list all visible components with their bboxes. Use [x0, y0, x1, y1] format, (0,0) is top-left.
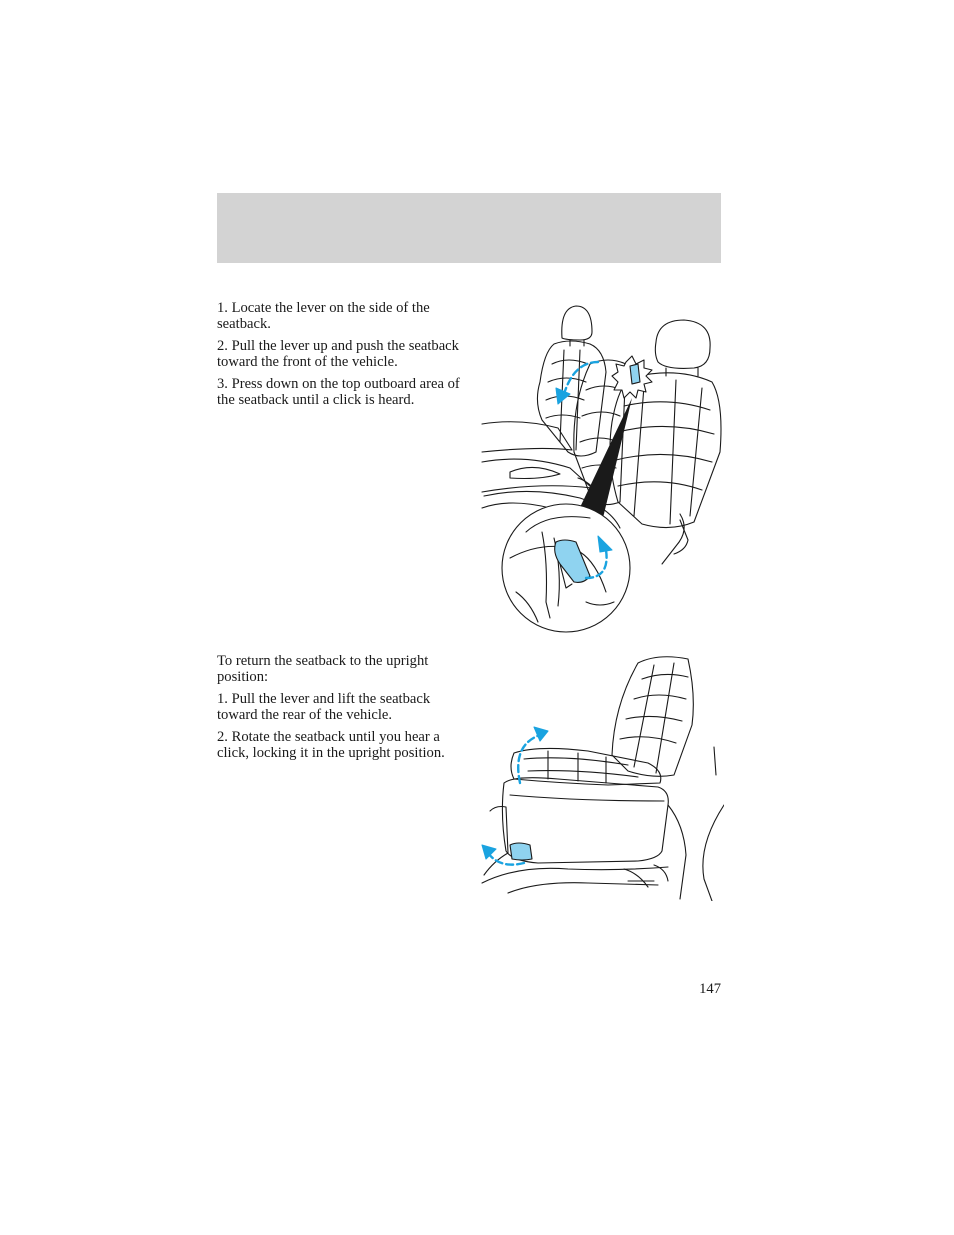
- fold-down-instructions: [217, 300, 469, 414]
- far-seatback: [537, 341, 606, 456]
- lever-rotate-arrowhead: [482, 845, 496, 859]
- release-lever: [510, 843, 532, 860]
- section-header-band: [217, 193, 721, 263]
- page-number: 147: [699, 981, 721, 997]
- step-rotate-click: 2. Rotate the seatback until you hear a click, locking it in the upright position.: [217, 729, 445, 761]
- fold-forward-arrowhead: [556, 388, 570, 404]
- return-intro: To return the seatback to the upright position:: [217, 653, 429, 685]
- seat-fold-illustration: [480, 302, 724, 638]
- seat-latch-lever: [630, 364, 640, 384]
- step-locate-lever: 1. Locate the lever on the side of the seatback.: [217, 300, 430, 332]
- folded-seatback: [511, 748, 661, 785]
- step-press-down-click: 3. Press down on the top outboard area of the seatback until a click is heard.: [217, 376, 460, 408]
- callout-wedge: [574, 398, 632, 522]
- seat-upright-illustration: [478, 655, 724, 901]
- far-headrest: [562, 306, 592, 340]
- return-upright-instructions: [217, 653, 469, 767]
- lift-arc-arrowhead: [534, 727, 548, 741]
- step-pull-lever-push-forward: 2. Pull the lever up and push the seatback toward the front of the vehicle.: [217, 338, 459, 370]
- near-headrest: [655, 320, 710, 368]
- step-pull-lever-lift: 1. Pull the lever and lift the seatback toward the rear of the vehicle.: [217, 691, 431, 723]
